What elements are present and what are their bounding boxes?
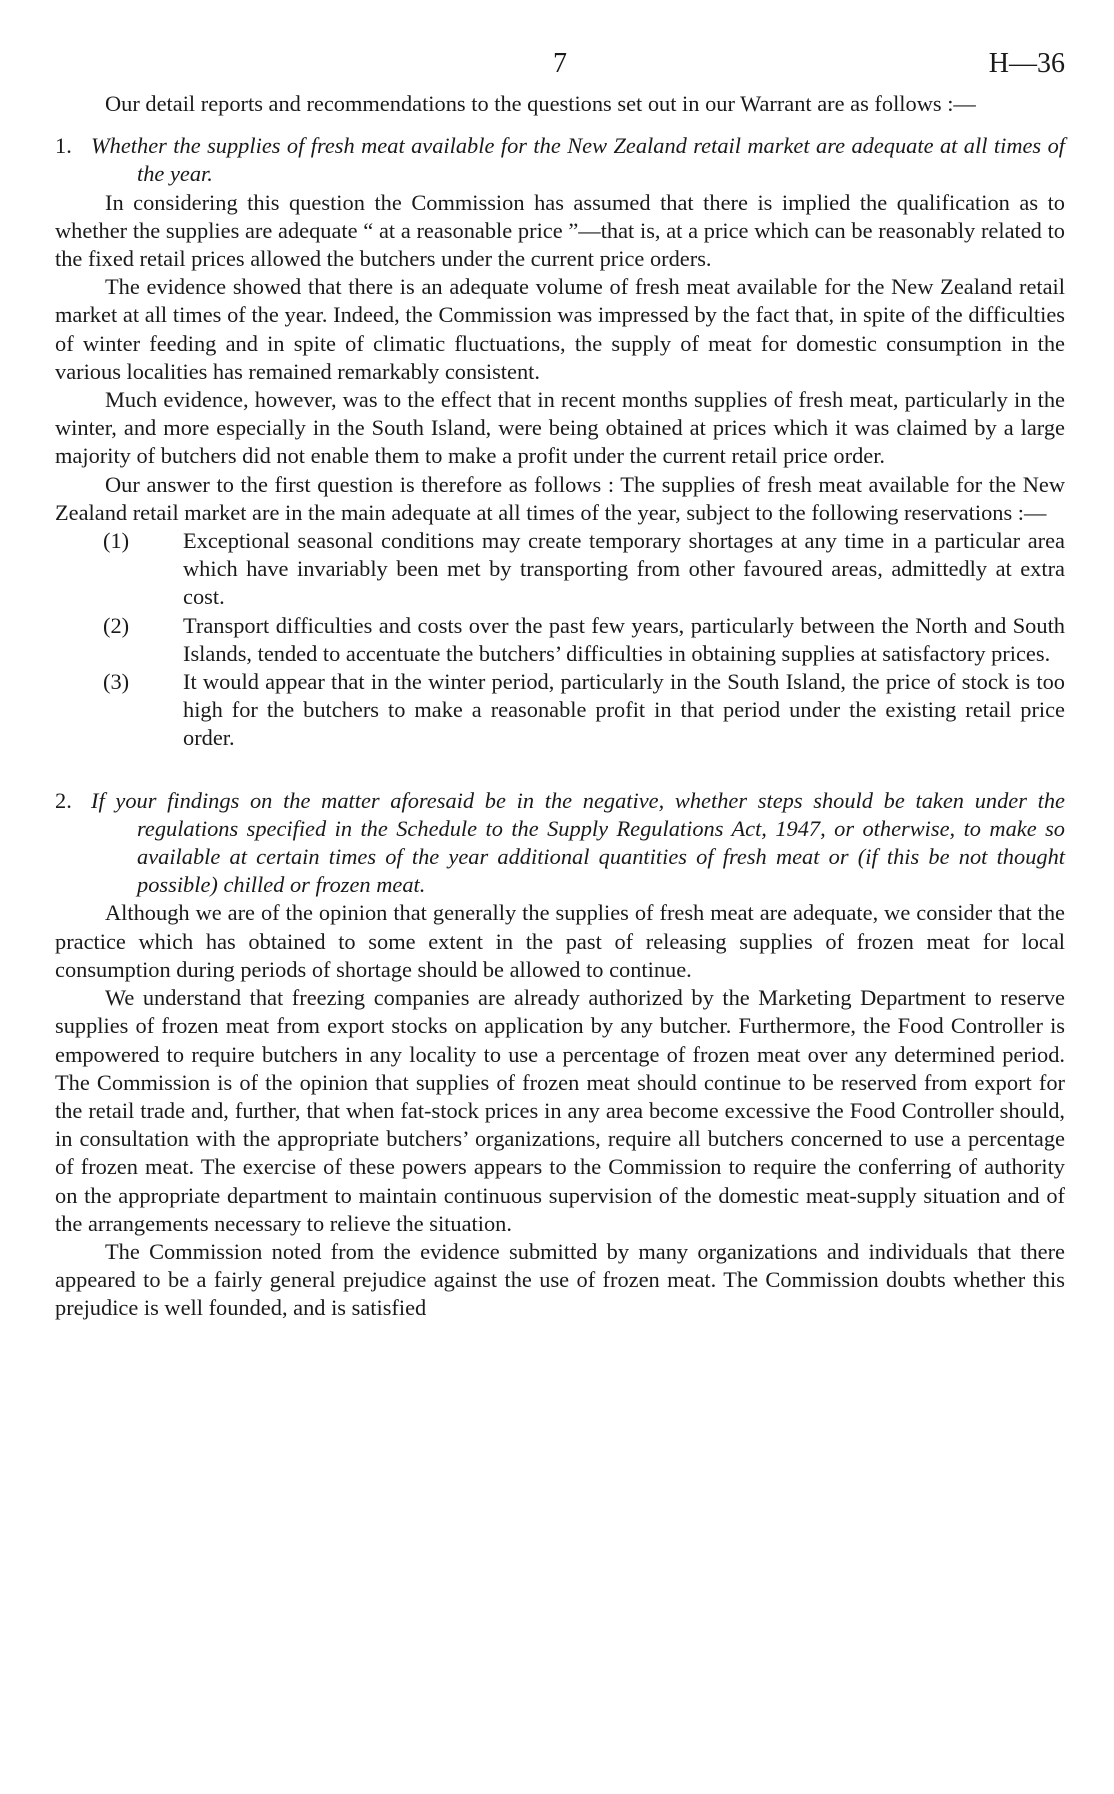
reservation-text: Transport difficulties and costs over the past few years, particularly between the North and South Islands, tended to accentuate the butchers’ difficulties in obtaining supplies at satisfactory prices. [183, 612, 1065, 666]
body-paragraph: The evidence showed that there is an adequate volume of fresh meat available for the New Zealand retail market at all times of the year. Indeed, the Commission was impressed by the fact that, in spite of the difficulties of winter feeding and in spite of climatic fluctuations, the supply of meat for domestic consumption in the various localities has remained remarkably consistent. [55, 274, 1065, 384]
question-2-heading [55, 787, 1065, 900]
reservation-item [55, 668, 1065, 753]
reservation-text: Exceptional seasonal conditions may create temporary shortages at any time in a particular area which have invariably been met by transporting from other favoured areas, admittedly at extra cost. [183, 528, 1065, 610]
question-1-number: 1. [55, 133, 72, 159]
reservation-number: (3) [103, 669, 130, 695]
body-paragraph: The Commission noted from the evidence submitted by many organizations and individuals that there appeared to be a fairly general prejudice against the use of frozen meat. The Commission doubts whether this prejudice is well founded, and is satisfied [55, 1238, 1065, 1321]
page-number: 7 [553, 48, 567, 79]
reservation-text: It would appear that in the winter period, particularly in the South Island, the price of stock is too high for the butchers to make a reasonable profit in that period under the existing retail price order. [183, 669, 1065, 751]
body-paragraph: We understand that freezing companies are already authorized by the Marketing Department to reserve supplies of frozen meat from export stocks on application by any butcher. Furthermore, the Food Controller is empowered to require butchers in any locality to use a percentage of frozen meat over any determined period. The Commission is of the opinion that supplies of frozen meat should continue to be reserved from export for the retail trade and, further, that when fat-stock prices in any area become excessive the Food Controller should, in consultation with the appropriate butchers’ organizations, require all butchers concerned to use a percentage of frozen meat. The exercise of these powers appears to the Commission to require the conferring of authority on the appropriate department to maintain continuous supervision of the domestic meat-supply situation and of the arrangements necessary to relieve the situation. [55, 985, 1065, 1236]
reservation-item [55, 612, 1065, 668]
page-header [55, 50, 1065, 90]
reservation-number: (1) [103, 528, 130, 554]
body-paragraph: Although we are of the opinion that generally the supplies of fresh meat are adequate, we consider that the practice which has obtained to some extent in the past of releasing supplies of frozen meat for local consumption during periods of shortage should be allowed to continue. [55, 900, 1065, 982]
document-page [55, 50, 1065, 1323]
document-code: H—36 [988, 48, 1065, 79]
body-paragraph: In considering this question the Commission has assumed that there is implied the qualification as to whether the supplies are adequate “ at a reasonable price ”—that is, at a price which can be reasonably related to the fixed retail prices allowed the butchers under the current price orders. [55, 189, 1065, 272]
reservation-item [55, 527, 1065, 612]
question-1-text: Whether the supplies of fresh meat available for the New Zealand retail market are adequate at all times of the year. [91, 133, 1065, 187]
body-paragraph: Our answer to the first question is therefore as follows : The supplies of fresh meat available for the New Zealand retail market are in the main adequate at all times of the year, subject to the following reservations :— [55, 471, 1065, 525]
question-1-heading [55, 132, 1065, 188]
reservations-list [55, 527, 1065, 753]
body-paragraph: Much evidence, however, was to the effect that in recent months supplies of fresh meat, particularly in the winter, and more especially in the South Island, were being obtained at prices which it was claimed by a large majority of butchers did not enable them to make a profit under the current retail price order. [55, 387, 1065, 469]
question-2-text: If your findings on the matter aforesaid be in the negative, whether steps should be taken under the regulations specified in the Schedule to the Supply Regulations Act, 1947, or otherwise, to make so available at certain times of the year additional quantities of fresh meat or (if this be not thought possible) chilled or frozen meat. [91, 787, 1065, 898]
reservation-number: (2) [103, 612, 130, 638]
intro-paragraph: Our detail reports and recommendations to the questions set out in our Warrant are as follows :— [105, 91, 976, 116]
question-2-number: 2. [55, 787, 72, 813]
